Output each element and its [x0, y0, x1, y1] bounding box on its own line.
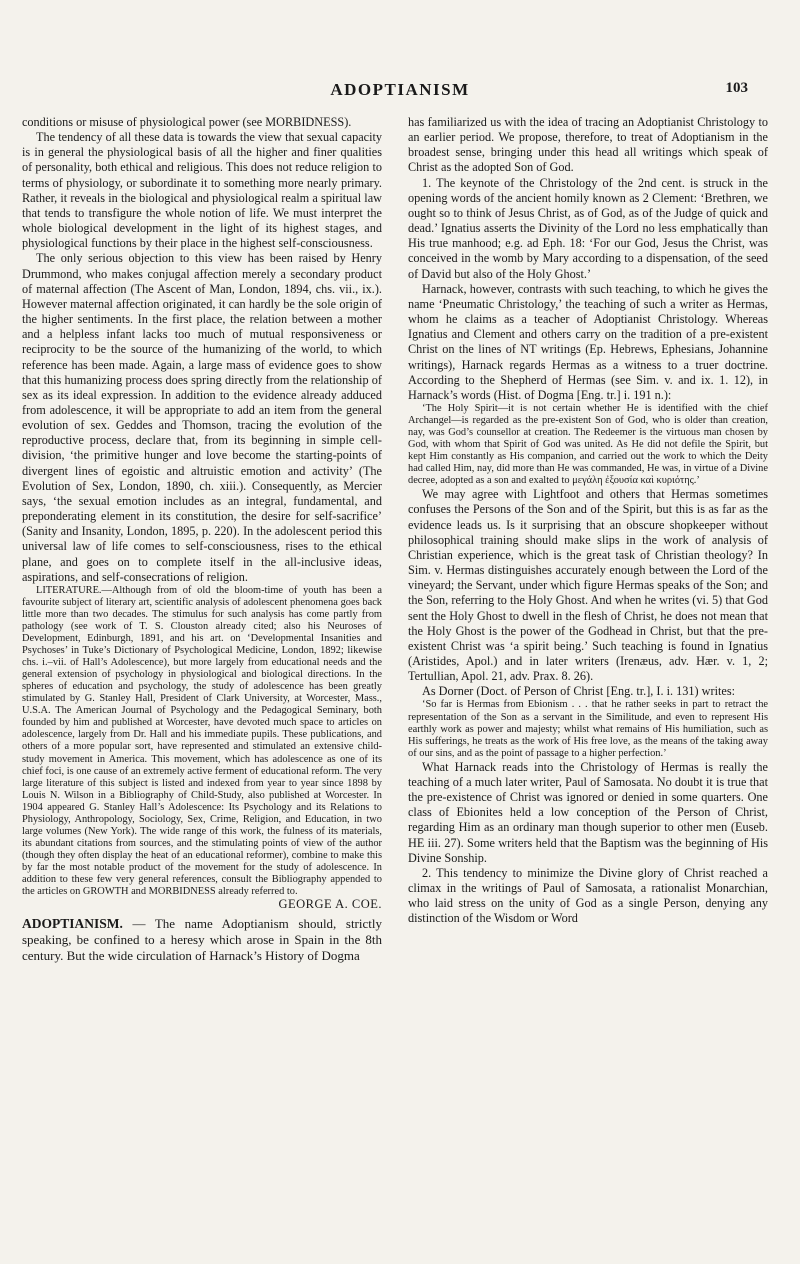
paragraph: What Harnack reads into the Christology of Hermas is really the teaching of a much later writer, Paul of Samosata. No doubt it is true that the pre-existence of Christ was ignored or denied in some quarters. One class of Ebionites held a low conception of the Person of Christ, regarding Him as an ordinary man though superior to other men (Euseb. HE iii. 27). Some writers held that the Baptism was the beginning of His Divine Sonship.	[408, 759, 768, 865]
article-opening: — The name Adoptianism should, strictly speaking, be confined to a heresy which arose in Spain in the 8th century. But the wide circulation of Harnack’s History of Dogma	[22, 916, 382, 964]
signature-line	[22, 898, 382, 910]
right-column	[408, 115, 768, 1250]
block-quote: ‘So far is Hermas from Ebionism . . . that he rather seeks in part to retract the representation of the Son as a servant in the Similitude, and even to represent His earthly work as power and majesty; whilst what remains of His humiliation, such as His sufferings, he treats as the work of His free love, as the means of the taking away of our sins, and as the point of passage to a higher perfection.’	[408, 699, 768, 759]
paragraph: As Dorner (Doct. of Person of Christ [Eng. tr.], I. i. 131) writes:	[422, 684, 736, 699]
article-start	[22, 916, 382, 964]
paragraph: The tendency of all these data is towards the view that sexual capacity is in general the physiological basis of all the higher and finer qualities of personality, both ethical and religious. This does not reduce religion to terms of physiology, or subordinate it to something more nearly primary. Rather, it reveals in the biological and physiological realm a spiritual law that tends to transfigure the whole notion of life. We must interpret the whole biological development in the light of its highest stages, and physiological functions by their place in the highest self-consciousness.	[22, 130, 382, 251]
literature-note: LITERATURE.—Although from of old the bloom-time of youth has been a favourite subject of literary art, scientific analysis of adolescent phenomena goes back little more than two decades. The stimulus for such analysis has come partly from pathology (see work of T. S. Clouston already cited; also his Neuroses of Development, Edinburgh, 1891, and his art. on ‘Developmental Insanities and Psychoses’ in Tuke’s Dictionary of Psychological Medicine, London, 1892; likewise chs. i.–vii. of Hall’s Adolescence), but more largely from educational needs and the general extension of psychology in physiological and biological directions. In the spheres of education and psychology, the study of adolescence has been greatly stimulated by G. Stanley Hall, President of Clark University, at Worcester, Mass., U.S.A. The American Journal of Psychology and the Pedagogical Seminary, both founded by him and published at Worcester, have devoted much space to articles on adolescence, largely from Dr. Hall and his immediate pupils. These publications, and others of a more popular sort, have represented and stimulated an extensive child-study movement in America. This movement, which has adolescence as one of its chief foci, is one cause of an extremely active ferment of educational reform. The very large literature of this subject is listed and indexed from year to year since 1898 by Louis N. Wilson in a Bibliography of Child-Study, also published at Worcester. In 1904 appeared G. Stanley Hall’s Adolescence: Its Psychology and its Relations to Physiology, Anthropology, Sociology, Sex, Crime, Religion, and Education, in two large volumes (New York). The wide range of this work, the fulness of its materials, its abundant citations from sources, and the stimulating points of view of the author (though they often display the heat of an educational reformer), combine to make this by far the most notable product of the movement for the study of adolescence. In addition to these few very general references, consult the Bibliography appended to the articles on GROWTH and MORBIDNESS already referred to.	[22, 584, 382, 898]
running-title: ADOPTIANISM	[330, 80, 470, 99]
paragraph: conditions or misuse of physiological power (see MORBIDNESS).	[22, 115, 352, 129]
page-number: 103	[725, 80, 748, 96]
block-quote: ‘The Holy Spirit—it is not certain whether He is identified with the chief Archangel—is regarded as the pre-existent Son of God, who is older than creation, nay, was God’s counsellor at creation. The Redeemer is the virtuous man chosen by God, with whom that Spirit of God was united. As He did not defile the Spirit, but kept Him constantly as His companion, and carried out the work to which the Deity had called Him, nay, did more than He was commanded, He was, in virtue of a Divine decree, adopted as a son and exalted to μεγάλη ἐξουσία καὶ κυριότης.’	[408, 402, 768, 487]
paragraph: has familiarized us with the idea of tracing an Adoptianist Christology to an earlier period. We propose, therefore, to treat of Adoptianism in the broadest sense, bringing under this head all writings which speak of Christ as the adopted Son of God.	[408, 115, 768, 175]
left-column	[22, 115, 382, 1250]
paragraph: The only serious objection to this view has been raised by Henry Drummond, who makes conjugal affection merely a secondary product of maternal affection (The Ascent of Man, London, 1894, chs. vii., ix.). However maternal affection originated, it can hardly be the sole origin of the higher sentiments. In the first place, the relation between a mother and a helpless infant lacks too much of mutual responsiveness or reciprocity to be the source of the humanizing of the world, to which reference has been made. Again, a large mass of evidence goes to show that this humanizing process does spring directly from the relationship of sex as its ideal expression. In addition to the evidence already adduced from adolescence, it will be appropriate to add an item from the general evolution of sex. Geddes and Thomson, tracing the evolution of the reproductive process, declare that, from its beginning in simple cell-division, ‘the primitive hunger and love become the starting-points of divergent lines of egoistic and altruistic emotion and activity’ (The Evolution of Sex, London, 1890, ch. xiii.). Consequently, as Mercier says, ‘the sexual emotion includes as an integral, fundamental, and preponderating element in its constitution, the desire for self-sacrifice’ (Sanity and Insanity, London, 1895, p. 220). In the adolescent period this universal law of life comes to self-consciousness, rises to the ethical plane, and goes on to complete itself in the all-inclusive ideas, aspirations, and self-consecrations of religion.	[22, 251, 382, 584]
paragraph: Harnack, however, contrasts with such teaching, to which he gives the name ‘Pneumatic Christology,’ the teaching of such a writer as Hermas, whom he claims as a teacher of Adoptianist Christology. Whereas Ignatius and Clement and others carry on the tradition of a pre-existent Christ on the lines of NT writings (Ep. Hebrews, Ephesians, Johannine writings), Harnack regards Hermas as a witness to a truer doctrine. According to the Shepherd of Hermas (see Sim. v. and ix. 1. 12), in Harnack’s words (Hist. of Dogma [Eng. tr.] i. 191 n.):	[408, 281, 768, 402]
paragraph: 2. This tendency to minimize the Divine glory of Christ reached a climax in the writings of Paul of Samosata, a rationalist Monarchian, who laid stress on the unity of God as a single Person, denying any distinction of the Wisdom or Word	[408, 865, 768, 926]
paragraph: We may agree with Lightfoot and others that Hermas sometimes confuses the Persons of the Son and of the Spirit, but this is as far as the evidence leads us. Is it surprising that an obscure shopkeeper without philosophical training should make slips in the work of analysis of Christian experience, which is the great task of Christian theology? In Sim. v. Hermas distinguishes accurately enough between the Lord of the vineyard; the Servant, under which figure Hermas speaks of the Son; and the Son, referring to the Holy Ghost. And when he writes (vi. 5) that God sent the Holy Ghost to dwell in the flesh of Christ, he does not mean that the Holy Ghost is the power of the Godhead in Christ, but that the pre-existent Christ was ‘a spirit being.’ Such teaching is found in Ignatius (Aristides, Apol.) and in later writers (Irenæus, adv. Hær. v. 1, 2; Tertullian, Apol. 21, adv. Prax. 8. 26).	[408, 487, 768, 684]
running-header	[0, 80, 800, 104]
article-headword: ADOPTIANISM.	[22, 916, 123, 932]
paragraph: 1. The keynote of the Christology of the 2nd cent. is struck in the opening words of the ancient homily known as 2 Clement: ‘Brethren, we ought so to think of Jesus Christ, as of God, as of the Judge of quick and dead.’ Ignatius asserts the Divinity of the Lord no less emphatically than His true manhood; e.g. ad Eph. 18: ‘For our God, Jesus the Christ, was conceived in the womb by Mary according to a dispensation, of the seed of David but also of the Holy Ghost.’	[408, 175, 768, 281]
author-signature: GEORGE A. COE.	[278, 898, 382, 911]
